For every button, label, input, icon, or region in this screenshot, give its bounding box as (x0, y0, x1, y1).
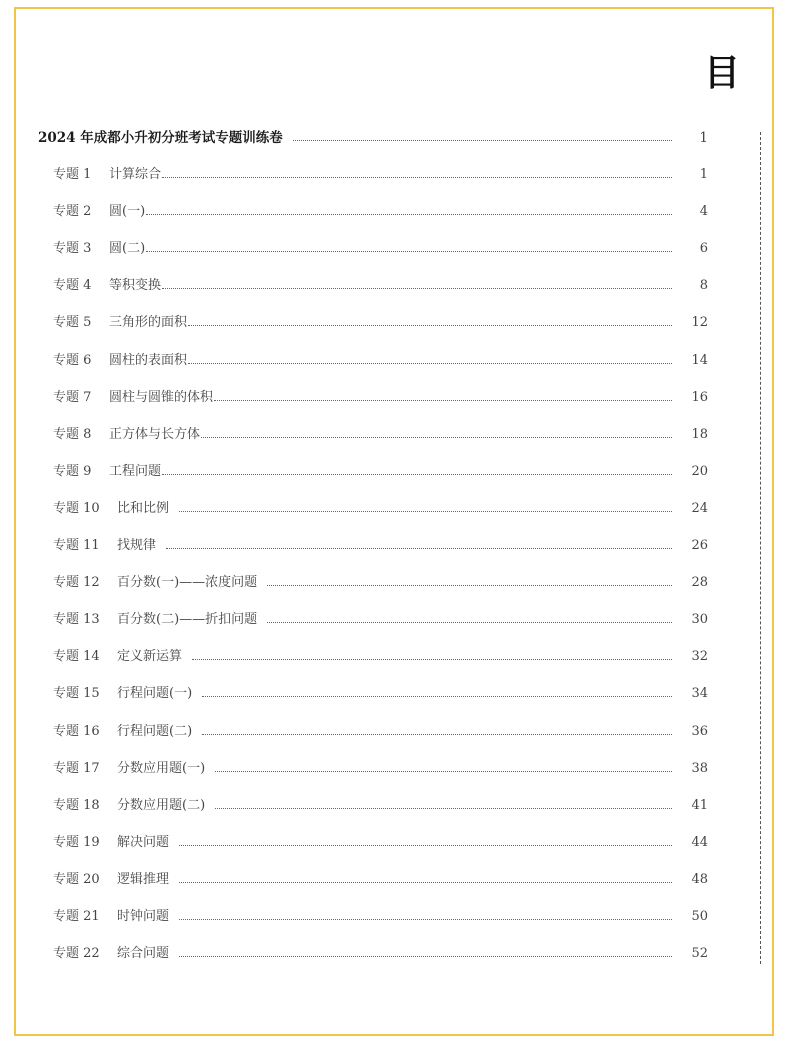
toc-entry-page: 24 (691, 501, 708, 516)
toc-entry[interactable] (0, 425, 790, 445)
toc-entry[interactable] (0, 870, 790, 890)
toc-leader-dots (201, 437, 672, 438)
toc-entry-number: 专题 7 (53, 390, 92, 405)
toc-entry-title: 找规律 (117, 538, 157, 553)
toc-entry-title: 圆柱与圆锥的体积 (109, 390, 214, 405)
toc-entry-page: 8 (699, 278, 708, 293)
toc-entry-page: 32 (691, 649, 708, 664)
toc-entry[interactable] (0, 647, 790, 667)
toc-entry-page: 28 (691, 575, 708, 590)
toc-entry-page: 52 (691, 946, 708, 961)
toc-entry[interactable] (0, 573, 790, 593)
toc-leader-dots (146, 251, 672, 252)
toc-entry-page: 44 (691, 835, 708, 850)
toc-entry-number: 专题 16 (53, 724, 100, 739)
toc-entry-title: 时钟问题 (117, 909, 170, 924)
toc-entry-number: 专题 4 (53, 278, 92, 293)
toc-entry-number: 专题 3 (53, 241, 92, 256)
toc-entry-page: 41 (691, 798, 708, 813)
toc-entry-number: 专题 10 (53, 501, 100, 516)
toc-entry-title: 比和比例 (117, 501, 170, 516)
toc-entry[interactable] (0, 907, 790, 927)
toc-entry-number: 专题 14 (53, 649, 100, 664)
toc-leader-dots (179, 511, 672, 512)
toc-leader-dots (162, 288, 672, 289)
toc-entry-number: 专题 8 (53, 427, 92, 442)
toc-entry-page: 30 (691, 612, 708, 627)
toc-entry-title: 分数应用题(二) (117, 798, 206, 813)
toc-main-page: 1 (699, 130, 708, 146)
toc-entry-title: 计算综合 (109, 167, 162, 182)
toc-entry-number: 专题 5 (53, 315, 92, 330)
toc-entry-number: 专题 12 (53, 575, 100, 590)
toc-entry-number: 专题 17 (53, 761, 100, 776)
toc-entry[interactable] (0, 313, 790, 333)
toc-entry-number: 专题 21 (53, 909, 100, 924)
toc-entry-number: 专题 22 (53, 946, 100, 961)
toc-entry-page: 48 (691, 872, 708, 887)
toc-entry-title: 逻辑推理 (117, 872, 170, 887)
toc-entry-title: 圆柱的表面积 (109, 353, 188, 368)
toc-entry-title: 解决问题 (117, 835, 170, 850)
toc-entry-page: 38 (691, 761, 708, 776)
toc-entry-title: 百分数(一)——浓度问题 (117, 575, 258, 590)
toc-entry-page: 18 (691, 427, 708, 442)
toc-entry[interactable] (0, 239, 790, 259)
toc-entry[interactable] (0, 499, 790, 519)
toc-leader-dots (188, 325, 672, 326)
toc-entry-title: 分数应用题(一) (117, 761, 206, 776)
toc-entry-number: 专题 18 (53, 798, 100, 813)
toc-entry-number: 专题 13 (53, 612, 100, 627)
toc-leader-dots (202, 734, 672, 735)
toc-leader-dots (179, 956, 672, 957)
toc-main-entry[interactable] (0, 128, 790, 148)
toc-entry[interactable] (0, 202, 790, 222)
toc-entry-page: 14 (691, 353, 708, 368)
toc-entry[interactable] (0, 833, 790, 853)
toc-entry[interactable] (0, 759, 790, 779)
toc-entry-number: 专题 11 (53, 538, 100, 553)
toc-leader-dots (192, 659, 672, 660)
toc-entry-title: 定义新运算 (117, 649, 183, 664)
toc-leader-dots (166, 548, 672, 549)
toc-entry-title: 百分数(二)——折扣问题 (117, 612, 258, 627)
toc-entry-page: 1 (699, 167, 708, 182)
toc-entry-number: 专题 19 (53, 835, 100, 850)
toc-entry-page: 16 (691, 390, 708, 405)
toc-entry[interactable] (0, 351, 790, 371)
toc-entry-title: 工程问题 (109, 464, 162, 479)
toc-leader-dots (267, 585, 672, 586)
contents-heading-char: 目 (704, 53, 741, 94)
toc-entry[interactable] (0, 462, 790, 482)
toc-entry-number: 专题 20 (53, 872, 100, 887)
toc-entry-title: 三角形的面积 (109, 315, 188, 330)
toc-entry[interactable] (0, 165, 790, 185)
toc-entry-number: 专题 2 (53, 204, 92, 219)
toc-leader-dots (188, 363, 672, 364)
toc-leader-dots (179, 919, 672, 920)
toc-entry[interactable] (0, 944, 790, 964)
toc-leader-dots (214, 400, 672, 401)
toc-leader-dots (162, 177, 672, 178)
toc-entry-number: 专题 15 (53, 686, 100, 701)
toc-leader-dots (179, 845, 672, 846)
toc-entry[interactable] (0, 722, 790, 742)
toc-entry[interactable] (0, 276, 790, 296)
toc-entry-number: 专题 9 (53, 464, 92, 479)
toc-leader-dots (202, 696, 672, 697)
toc-entry[interactable] (0, 796, 790, 816)
toc-leader-dots (215, 808, 672, 809)
toc-entry-page: 34 (691, 686, 708, 701)
toc-leader-dots (162, 474, 672, 475)
toc-leader-dots (293, 140, 672, 141)
toc-entry[interactable] (0, 684, 790, 704)
toc-entry-page: 36 (691, 724, 708, 739)
toc-leader-dots (267, 622, 672, 623)
toc-entry-page: 26 (691, 538, 708, 553)
toc-entry-title: 等积变换 (109, 278, 162, 293)
toc-entry-title: 圆(二) (109, 241, 146, 256)
toc-entry-page: 12 (691, 315, 708, 330)
toc-entry-number: 专题 1 (53, 167, 92, 182)
toc-entry-number: 专题 6 (53, 353, 92, 368)
toc-entry-title: 行程问题(二) (117, 724, 193, 739)
toc-entry-title: 综合问题 (117, 946, 170, 961)
toc-entry[interactable] (0, 536, 790, 556)
toc-entry-title: 圆(一) (109, 204, 146, 219)
toc-entry-page: 4 (699, 204, 708, 219)
toc-entry-page: 6 (699, 241, 708, 256)
toc-entry-page: 50 (691, 909, 708, 924)
toc-leader-dots (215, 771, 672, 772)
toc-entry-title: 行程问题(一) (117, 686, 193, 701)
toc-entry[interactable] (0, 388, 790, 408)
toc-entry-title: 正方体与长方体 (109, 427, 201, 442)
toc-leader-dots (179, 882, 672, 883)
toc-leader-dots (146, 214, 672, 215)
toc-entry[interactable] (0, 610, 790, 630)
toc-entry-page: 20 (691, 464, 708, 479)
toc-main-title: 2024 年成都小升初分班考试专题训练卷 (38, 130, 283, 146)
